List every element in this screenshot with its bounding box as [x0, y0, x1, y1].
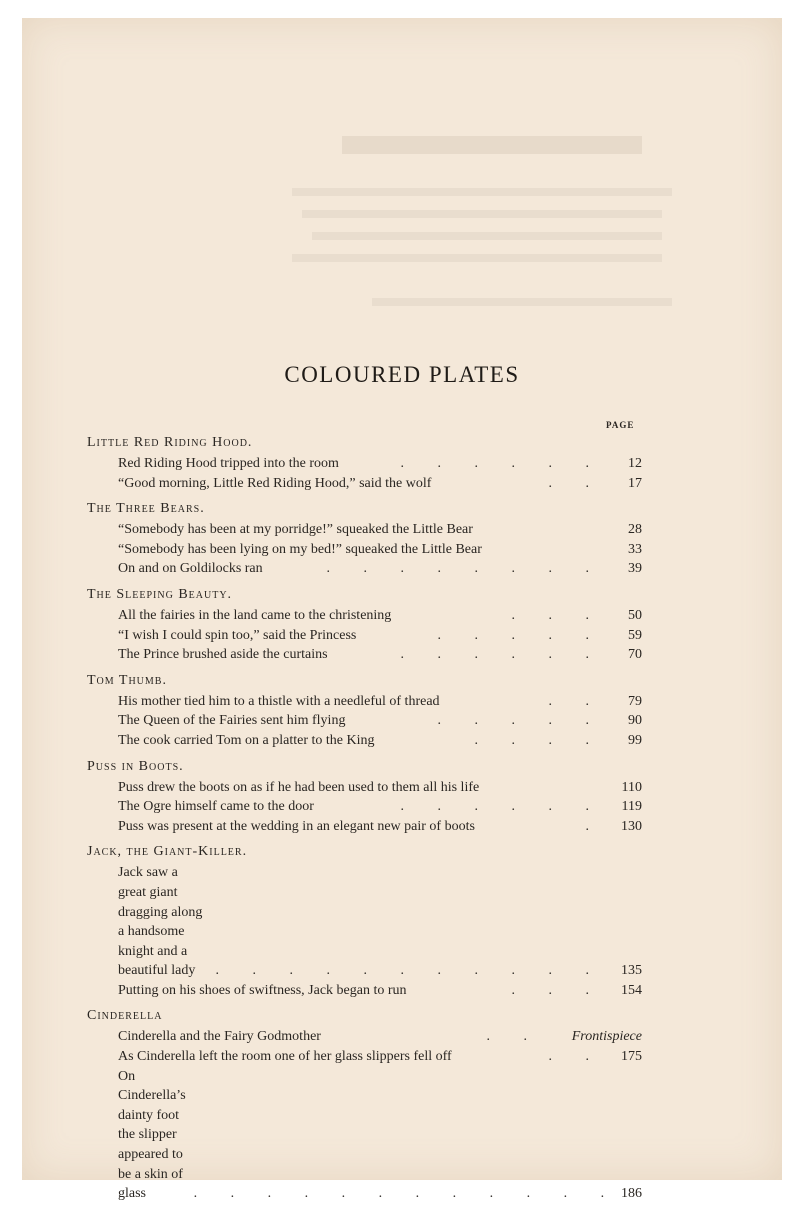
- plate-entry: [87, 474, 642, 494]
- story-section: [87, 841, 642, 1000]
- plate-entry: [87, 778, 642, 798]
- plate-page-number: 175: [621, 1049, 642, 1065]
- story-section: [87, 756, 642, 837]
- story-section: [87, 670, 642, 751]
- plate-entry: [87, 731, 642, 751]
- plate-page-number: 70: [628, 647, 642, 663]
- leader-dots: . . . . . . . .: [326, 561, 604, 577]
- plate-page-number: 135: [621, 963, 642, 979]
- plate-entry: [87, 1027, 642, 1047]
- plate-caption: Jack saw a great giant dragging along a handsome knight and a beautiful lady: [118, 865, 203, 979]
- show-through-ghost-text: [252, 128, 672, 334]
- story-title: Little Red Riding Hood.: [87, 435, 253, 450]
- page-sheet: [22, 18, 782, 1202]
- leader-dots: . . . . . . . . . . .: [215, 963, 604, 979]
- plate-caption: “Somebody has been at my porridge!” squeaked the Little Bear: [118, 522, 473, 538]
- story-title: Tom Thumb.: [87, 672, 167, 688]
- plate-page-number: 28: [628, 522, 642, 538]
- story-title: The Sleeping Beauty.: [87, 586, 233, 602]
- plate-entry: [87, 520, 642, 540]
- plate-entry: [87, 1067, 642, 1204]
- plate-caption: “Good morning, Little Red Riding Hood,” said the wolf: [118, 475, 432, 491]
- leader-dots: . . . . .: [437, 627, 604, 643]
- leader-dots: . . .: [511, 982, 604, 998]
- story-title: Cinderella: [87, 1008, 163, 1024]
- plate-page-number: 130: [621, 818, 642, 834]
- plate-page-number: 50: [628, 607, 642, 623]
- leader-dots: .: [585, 818, 604, 834]
- plate-entry: [87, 626, 642, 646]
- leader-dots: . .: [548, 693, 604, 709]
- plate-entry: [87, 645, 642, 665]
- leader-dots: . . . .: [474, 732, 604, 748]
- plate-caption: The Queen of the Fairies sent him flying: [118, 713, 346, 729]
- leader-dots: . .: [486, 1029, 542, 1045]
- leader-dots: . . . . .: [437, 713, 604, 729]
- leader-dots: . . . . . .: [400, 456, 604, 471]
- plate-caption: Cinderella and the Fairy Godmother: [118, 1029, 321, 1045]
- leader-dots: . .: [548, 475, 604, 491]
- plate-entry: [87, 454, 642, 474]
- plate-caption: On Cinderella’s dainty foot the slipper appeared to be a skin of glass: [118, 1068, 186, 1202]
- plate-entry: [87, 606, 642, 626]
- story-title: Jack, the Giant-Killer.: [87, 844, 248, 860]
- plate-caption: All the fairies in the land came to the christening: [118, 607, 392, 623]
- story-section: [87, 584, 642, 665]
- story-section: [87, 1005, 642, 1203]
- plate-entry: [87, 711, 642, 731]
- plate-entry: [87, 559, 642, 579]
- plate-caption: Puss drew the boots on as if he had been used to them all his life: [118, 779, 480, 795]
- plate-caption: Red Riding Hood tripped into the room: [118, 456, 339, 471]
- plate-page-number: 79: [628, 693, 642, 709]
- plate-entry: [87, 1047, 642, 1067]
- plate-page-number: 99: [628, 732, 642, 748]
- page-title: COLOURED PLATES: [284, 362, 520, 387]
- plate-caption: As Cinderella left the room one of her glass slippers fell off: [118, 1049, 452, 1065]
- plate-caption: The Ogre himself came to the door: [118, 799, 314, 815]
- plate-page-number: 186: [621, 1186, 642, 1202]
- plate-caption: On and on Goldilocks ran: [118, 561, 263, 577]
- plate-caption: “I wish I could spin too,” said the Princess: [118, 627, 357, 643]
- plate-page-number: 110: [621, 779, 642, 795]
- story-section: [87, 498, 642, 579]
- plate-page-number: 119: [621, 799, 642, 815]
- plates-list: [87, 432, 642, 1209]
- leader-dots: . . .: [511, 607, 604, 623]
- plate-page-number: 90: [628, 713, 642, 729]
- plate-caption: “Somebody has been lying on my bed!” squeaked the Little Bear: [118, 541, 482, 557]
- plate-page-number: Frontispiece: [571, 1029, 642, 1045]
- leader-dots: . . . . . . . . . . . .: [193, 1186, 620, 1202]
- plate-entry: [87, 540, 642, 560]
- plate-entry: [87, 981, 642, 1001]
- plate-entry: [87, 863, 642, 981]
- plate-caption: Puss was present at the wedding in an elegant new pair of boots: [118, 818, 475, 834]
- plate-page-number: 59: [628, 627, 642, 643]
- plate-caption: The cook carried Tom on a platter to the King: [118, 732, 375, 748]
- plate-entry: [87, 817, 642, 837]
- plate-page-number: 12: [628, 456, 642, 471]
- story-title: Puss in Boots.: [87, 758, 184, 774]
- plate-page-number: 33: [628, 541, 642, 557]
- plate-page-number: 39: [628, 561, 642, 577]
- leader-dots: . . . . . .: [400, 647, 604, 663]
- story-title: The Three Bears.: [87, 501, 205, 517]
- plate-page-number: 17: [628, 475, 642, 491]
- plate-page-number: 154: [621, 982, 642, 998]
- leader-dots: . . . . . .: [400, 799, 604, 815]
- plate-entry: [87, 797, 642, 817]
- plate-entry: [87, 692, 642, 712]
- plate-caption: Putting on his shoes of swiftness, Jack began to run: [118, 982, 407, 998]
- plate-caption: The Prince brushed aside the curtains: [118, 647, 328, 663]
- show-through-lines: [252, 128, 672, 328]
- plate-caption: His mother tied him to a thistle with a needleful of thread: [118, 693, 440, 709]
- leader-dots: . .: [548, 1049, 604, 1065]
- story-section: [87, 432, 642, 493]
- page-column-label: PAGE: [606, 420, 635, 430]
